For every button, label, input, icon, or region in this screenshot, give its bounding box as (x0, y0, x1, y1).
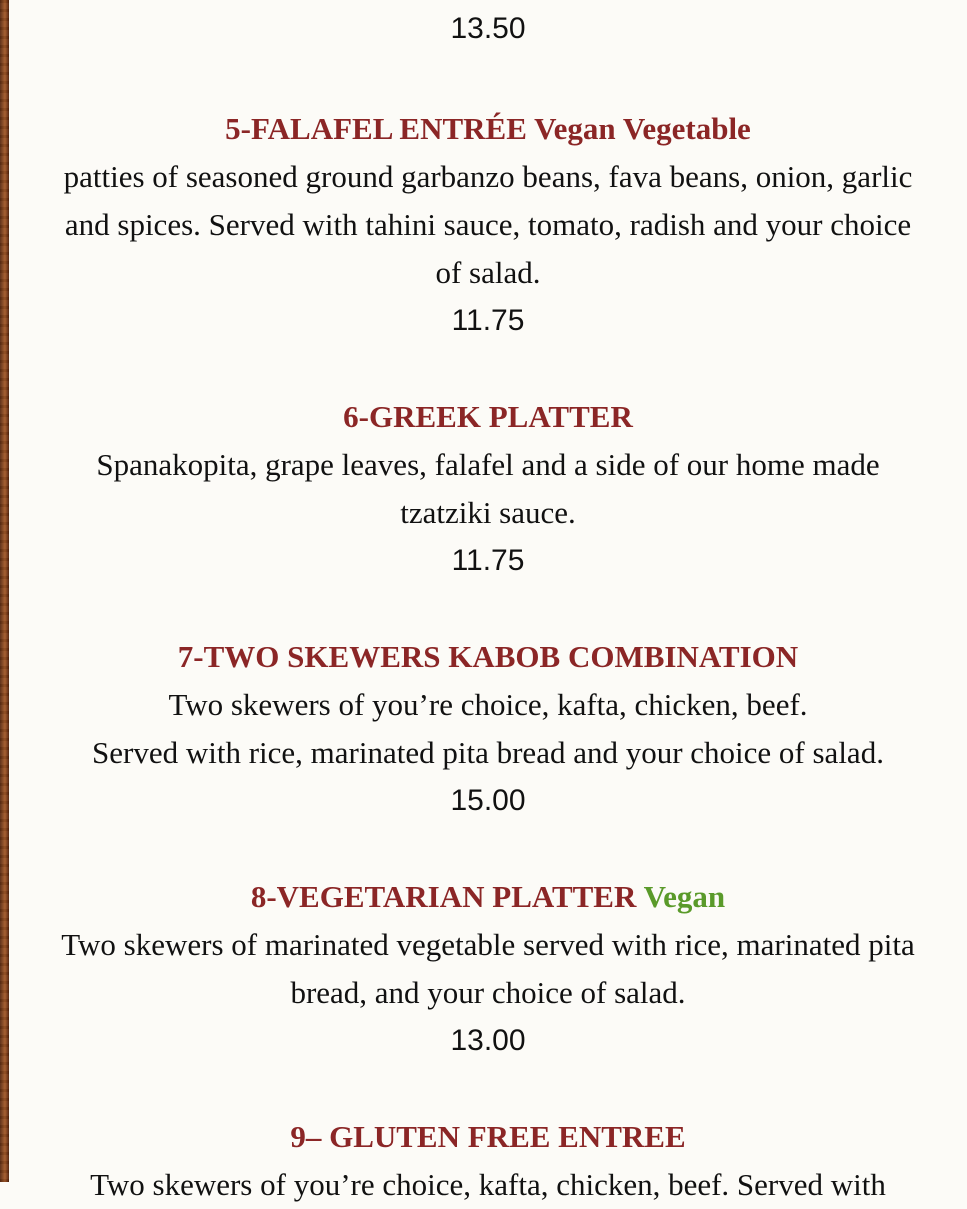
menu-item-price: 13.00 (450, 1024, 526, 1057)
menu-content (9, 0, 967, 1209)
menu-item-description-line: tzatziki sauce. (400, 495, 576, 530)
menu-item-price: 11.75 (451, 304, 525, 337)
menu-item-description-line: Two skewers of marinated vegetable served with rice, marinated pita (61, 927, 915, 962)
menu-item-description-line: of salad. (435, 255, 541, 290)
menu-item-title: 6-GREEK PLATTER (343, 399, 633, 434)
menu-item-price: 11.75 (451, 544, 525, 577)
menu-item-description-line: and spices. Served with tahini sauce, tomato, radish and your choice (64, 207, 912, 242)
spacer (9, 345, 967, 393)
menu-item-description-line: Served with rice, marinated pita bread and your choice of salad. (92, 735, 884, 770)
menu-item-description-line: patties of seasoned ground garbanzo beans, fava beans, onion, garlic (63, 159, 913, 194)
spacer (9, 1065, 967, 1113)
menu-item-title-row (9, 873, 967, 921)
vegan-tag: Vegan (643, 879, 726, 914)
previous-item-price: 13.50 (450, 12, 526, 45)
spacer (9, 825, 967, 873)
menu-item-description-line: Two skewers of you’re choice, kafta, chicken, beef. Served with (90, 1167, 886, 1202)
spacer (9, 57, 967, 105)
menu-item-description-line: Two skewers of you’re choice, kafta, chicken, beef. (168, 687, 808, 722)
spacer (9, 585, 967, 633)
menu-item-title: 7-TWO SKEWERS KABOB COMBINATION (177, 639, 799, 674)
menu-item-title: 5-FALAFEL ENTRÉE Vegan Vegetable (225, 111, 751, 146)
menu-item-description-line: bread, and your choice of salad. (290, 975, 686, 1010)
menu-item-description-line: Spanakopita, grape leaves, falafel and a side of our home made (96, 447, 880, 482)
menu-item-title: 8-VEGETARIAN PLATTER (250, 879, 637, 914)
menu-item-title: 9– GLUTEN FREE ENTREE (290, 1119, 686, 1154)
menu-item-price: 15.00 (450, 784, 526, 817)
wood-border-decoration (0, 0, 9, 1182)
